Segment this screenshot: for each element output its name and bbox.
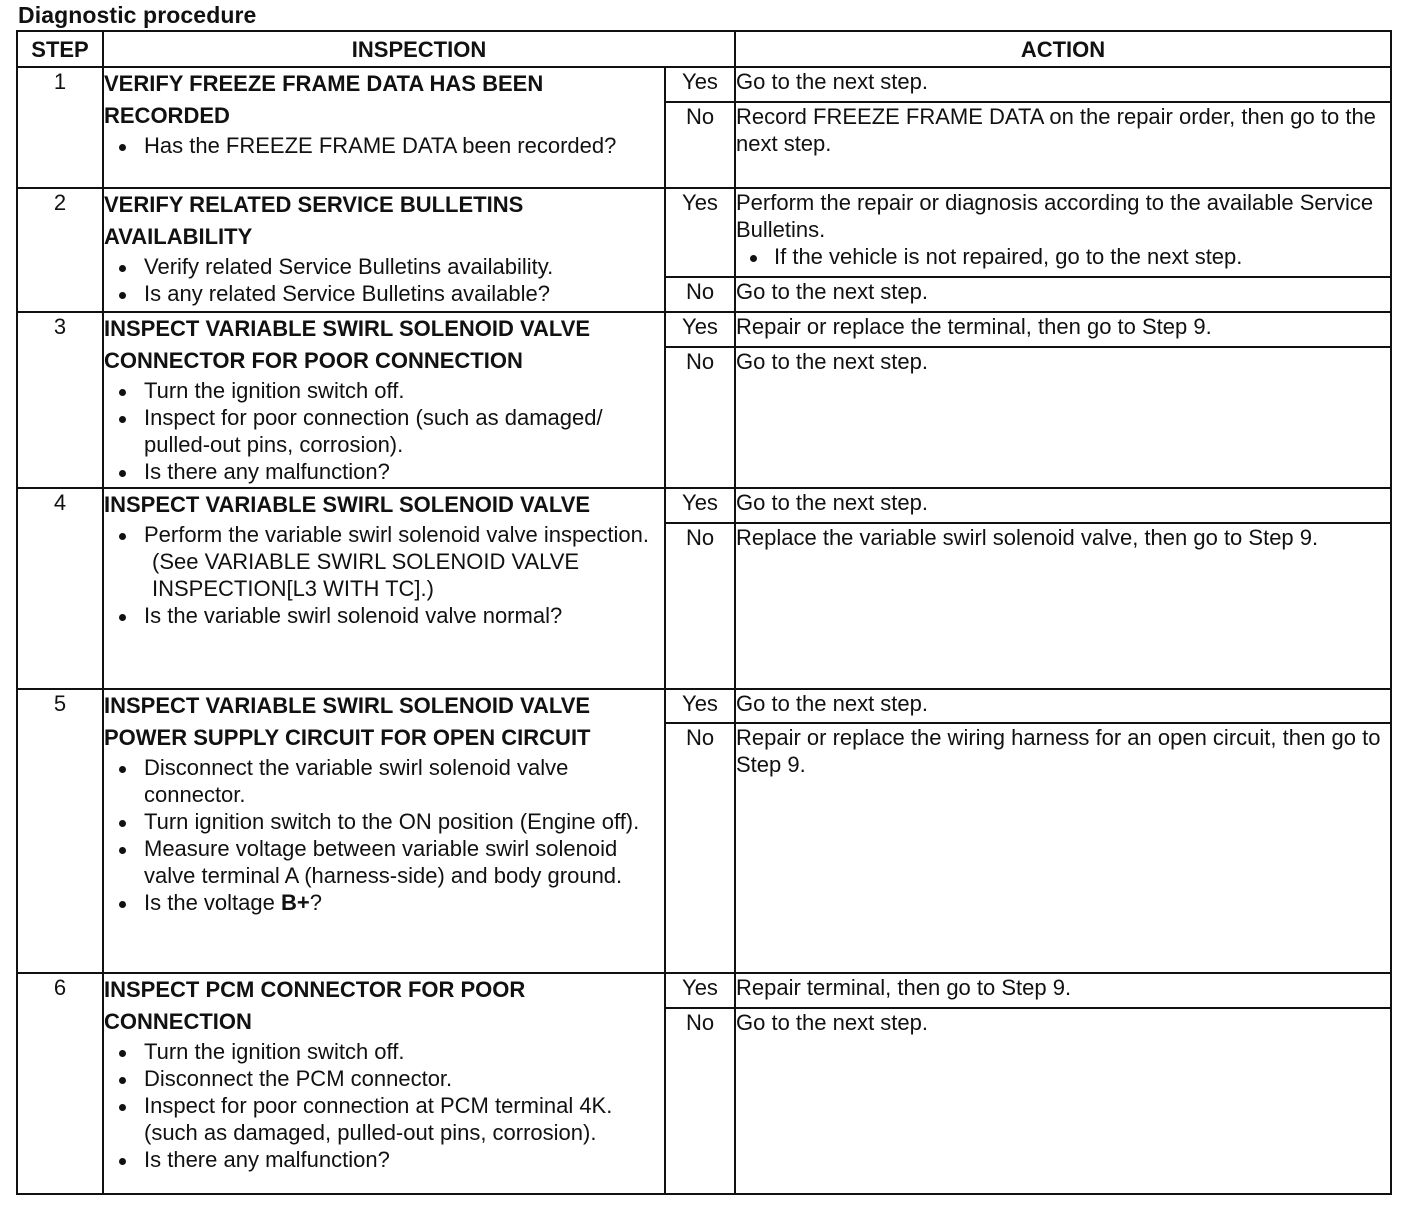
inspection-bullet: Is there any malfunction? <box>104 1146 664 1173</box>
inspection-bullet: Is there any malfunction? <box>104 458 664 485</box>
step-number: 4 <box>17 488 103 689</box>
inspection-bullet: Verify related Service Bulletins availability. <box>104 253 664 280</box>
inspection-cell <box>103 973 665 1194</box>
inspection-note: (See VARIABLE SWIRL SOLENOID VALVE INSPECTION[L3 WITH TC].) <box>152 549 580 601</box>
inspection-bullet: Inspect for poor connection (such as damaged/ pulled-out pins, corrosion). <box>104 404 664 458</box>
no-label: No <box>665 723 735 973</box>
inspection-title: INSPECT VARIABLE SWIRL SOLENOID VALVE <box>104 492 591 517</box>
yes-action: Go to the next step. <box>735 67 1391 102</box>
no-label: No <box>665 523 735 689</box>
header-action: ACTION <box>735 31 1391 67</box>
no-action: Go to the next step. <box>735 347 1391 488</box>
step-number: 1 <box>17 67 103 188</box>
yes-action: Perform the repair or diagnosis according to the available Service Bulletins. <box>736 190 1374 242</box>
inspection-title: VERIFY RELATED SERVICE BULLETINS AVAILABILITY <box>104 192 524 249</box>
no-action: Go to the next step. <box>735 1008 1391 1194</box>
inspection-title: VERIFY FREEZE FRAME DATA HAS BEEN RECORDED <box>104 71 544 128</box>
table-row <box>17 188 1391 277</box>
inspection-bullet: Turn ignition switch to the ON position (Engine off). <box>104 808 664 835</box>
yes-action-cell <box>735 188 1391 277</box>
step-number: 2 <box>17 188 103 312</box>
yes-label: Yes <box>665 488 735 523</box>
no-label: No <box>665 347 735 488</box>
step-number: 6 <box>17 973 103 1194</box>
page-title: Diagnostic procedure <box>18 2 257 28</box>
yes-label: Yes <box>665 188 735 277</box>
inspection-cell <box>103 488 665 689</box>
inspection-bullet: Disconnect the PCM connector. <box>104 1065 664 1092</box>
inspection-bullet: Measure voltage between variable swirl solenoid valve terminal A (harness-side) and body ground. <box>104 835 664 889</box>
bullet-text: Is the voltage <box>144 890 281 915</box>
inspection-bullet: Disconnect the variable swirl solenoid valve connector. <box>104 754 664 808</box>
inspection-cell <box>103 188 665 312</box>
voltage-value: B+ <box>280 890 310 915</box>
header-inspection: INSPECTION <box>103 31 735 67</box>
no-action: Replace the variable swirl solenoid valve, then go to Step 9. <box>735 523 1391 689</box>
header-step: STEP <box>17 31 103 67</box>
no-action: Repair or replace the wiring harness for an open circuit, then go to Step 9. <box>735 723 1391 973</box>
inspection-bullet: Is the variable swirl solenoid valve normal? <box>104 602 664 629</box>
bullet-text: ? <box>309 890 322 915</box>
inspection-bullet: Perform the variable swirl solenoid valve inspection. <box>104 521 664 548</box>
inspection-title: INSPECT VARIABLE SWIRL SOLENOID VALVE POWER SUPPLY CIRCUIT FOR OPEN CIRCUIT <box>104 693 591 750</box>
no-label: No <box>665 277 735 312</box>
diagnostic-procedure-table <box>16 30 1392 1195</box>
yes-label: Yes <box>665 689 735 723</box>
yes-action: Repair terminal, then go to Step 9. <box>735 973 1391 1008</box>
table-row <box>17 689 1391 723</box>
inspection-title: INSPECT VARIABLE SWIRL SOLENOID VALVE CONNECTOR FOR POOR CONNECTION <box>104 316 591 373</box>
yes-label: Yes <box>665 67 735 102</box>
yes-action: Repair or replace the terminal, then go to Step 9. <box>735 312 1391 347</box>
table-row <box>17 312 1391 347</box>
inspection-bullet: Is any related Service Bulletins available? <box>104 280 664 307</box>
inspection-title: INSPECT PCM CONNECTOR FOR POOR CONNECTION <box>104 977 526 1034</box>
yes-label: Yes <box>665 312 735 347</box>
inspection-bullet: Has the FREEZE FRAME DATA been recorded? <box>104 132 664 159</box>
no-action: Record FREEZE FRAME DATA on the repair order, then go to the next step. <box>735 102 1391 188</box>
inspection-cell <box>103 312 665 488</box>
table-header-row <box>17 31 1391 67</box>
inspection-bullet: Turn the ignition switch off. <box>104 1038 664 1065</box>
yes-label: Yes <box>665 973 735 1008</box>
yes-action: Go to the next step. <box>735 488 1391 523</box>
inspection-bullet: Inspect for poor connection at PCM terminal 4K. (such as damaged, pulled-out pins, corrosion). <box>104 1092 664 1146</box>
table-row <box>17 67 1391 102</box>
no-label: No <box>665 102 735 188</box>
inspection-bullet <box>104 889 664 916</box>
step-number: 3 <box>17 312 103 488</box>
yes-action: Go to the next step. <box>735 689 1391 723</box>
yes-action-subbullet: If the vehicle is not repaired, go to the next step. <box>736 243 1390 270</box>
no-action: Go to the next step. <box>735 277 1391 312</box>
table-row <box>17 488 1391 523</box>
inspection-bullet: Turn the ignition switch off. <box>104 377 664 404</box>
table-row <box>17 973 1391 1008</box>
inspection-cell <box>103 67 665 188</box>
inspection-cell <box>103 689 665 973</box>
step-number: 5 <box>17 689 103 973</box>
no-label: No <box>665 1008 735 1194</box>
